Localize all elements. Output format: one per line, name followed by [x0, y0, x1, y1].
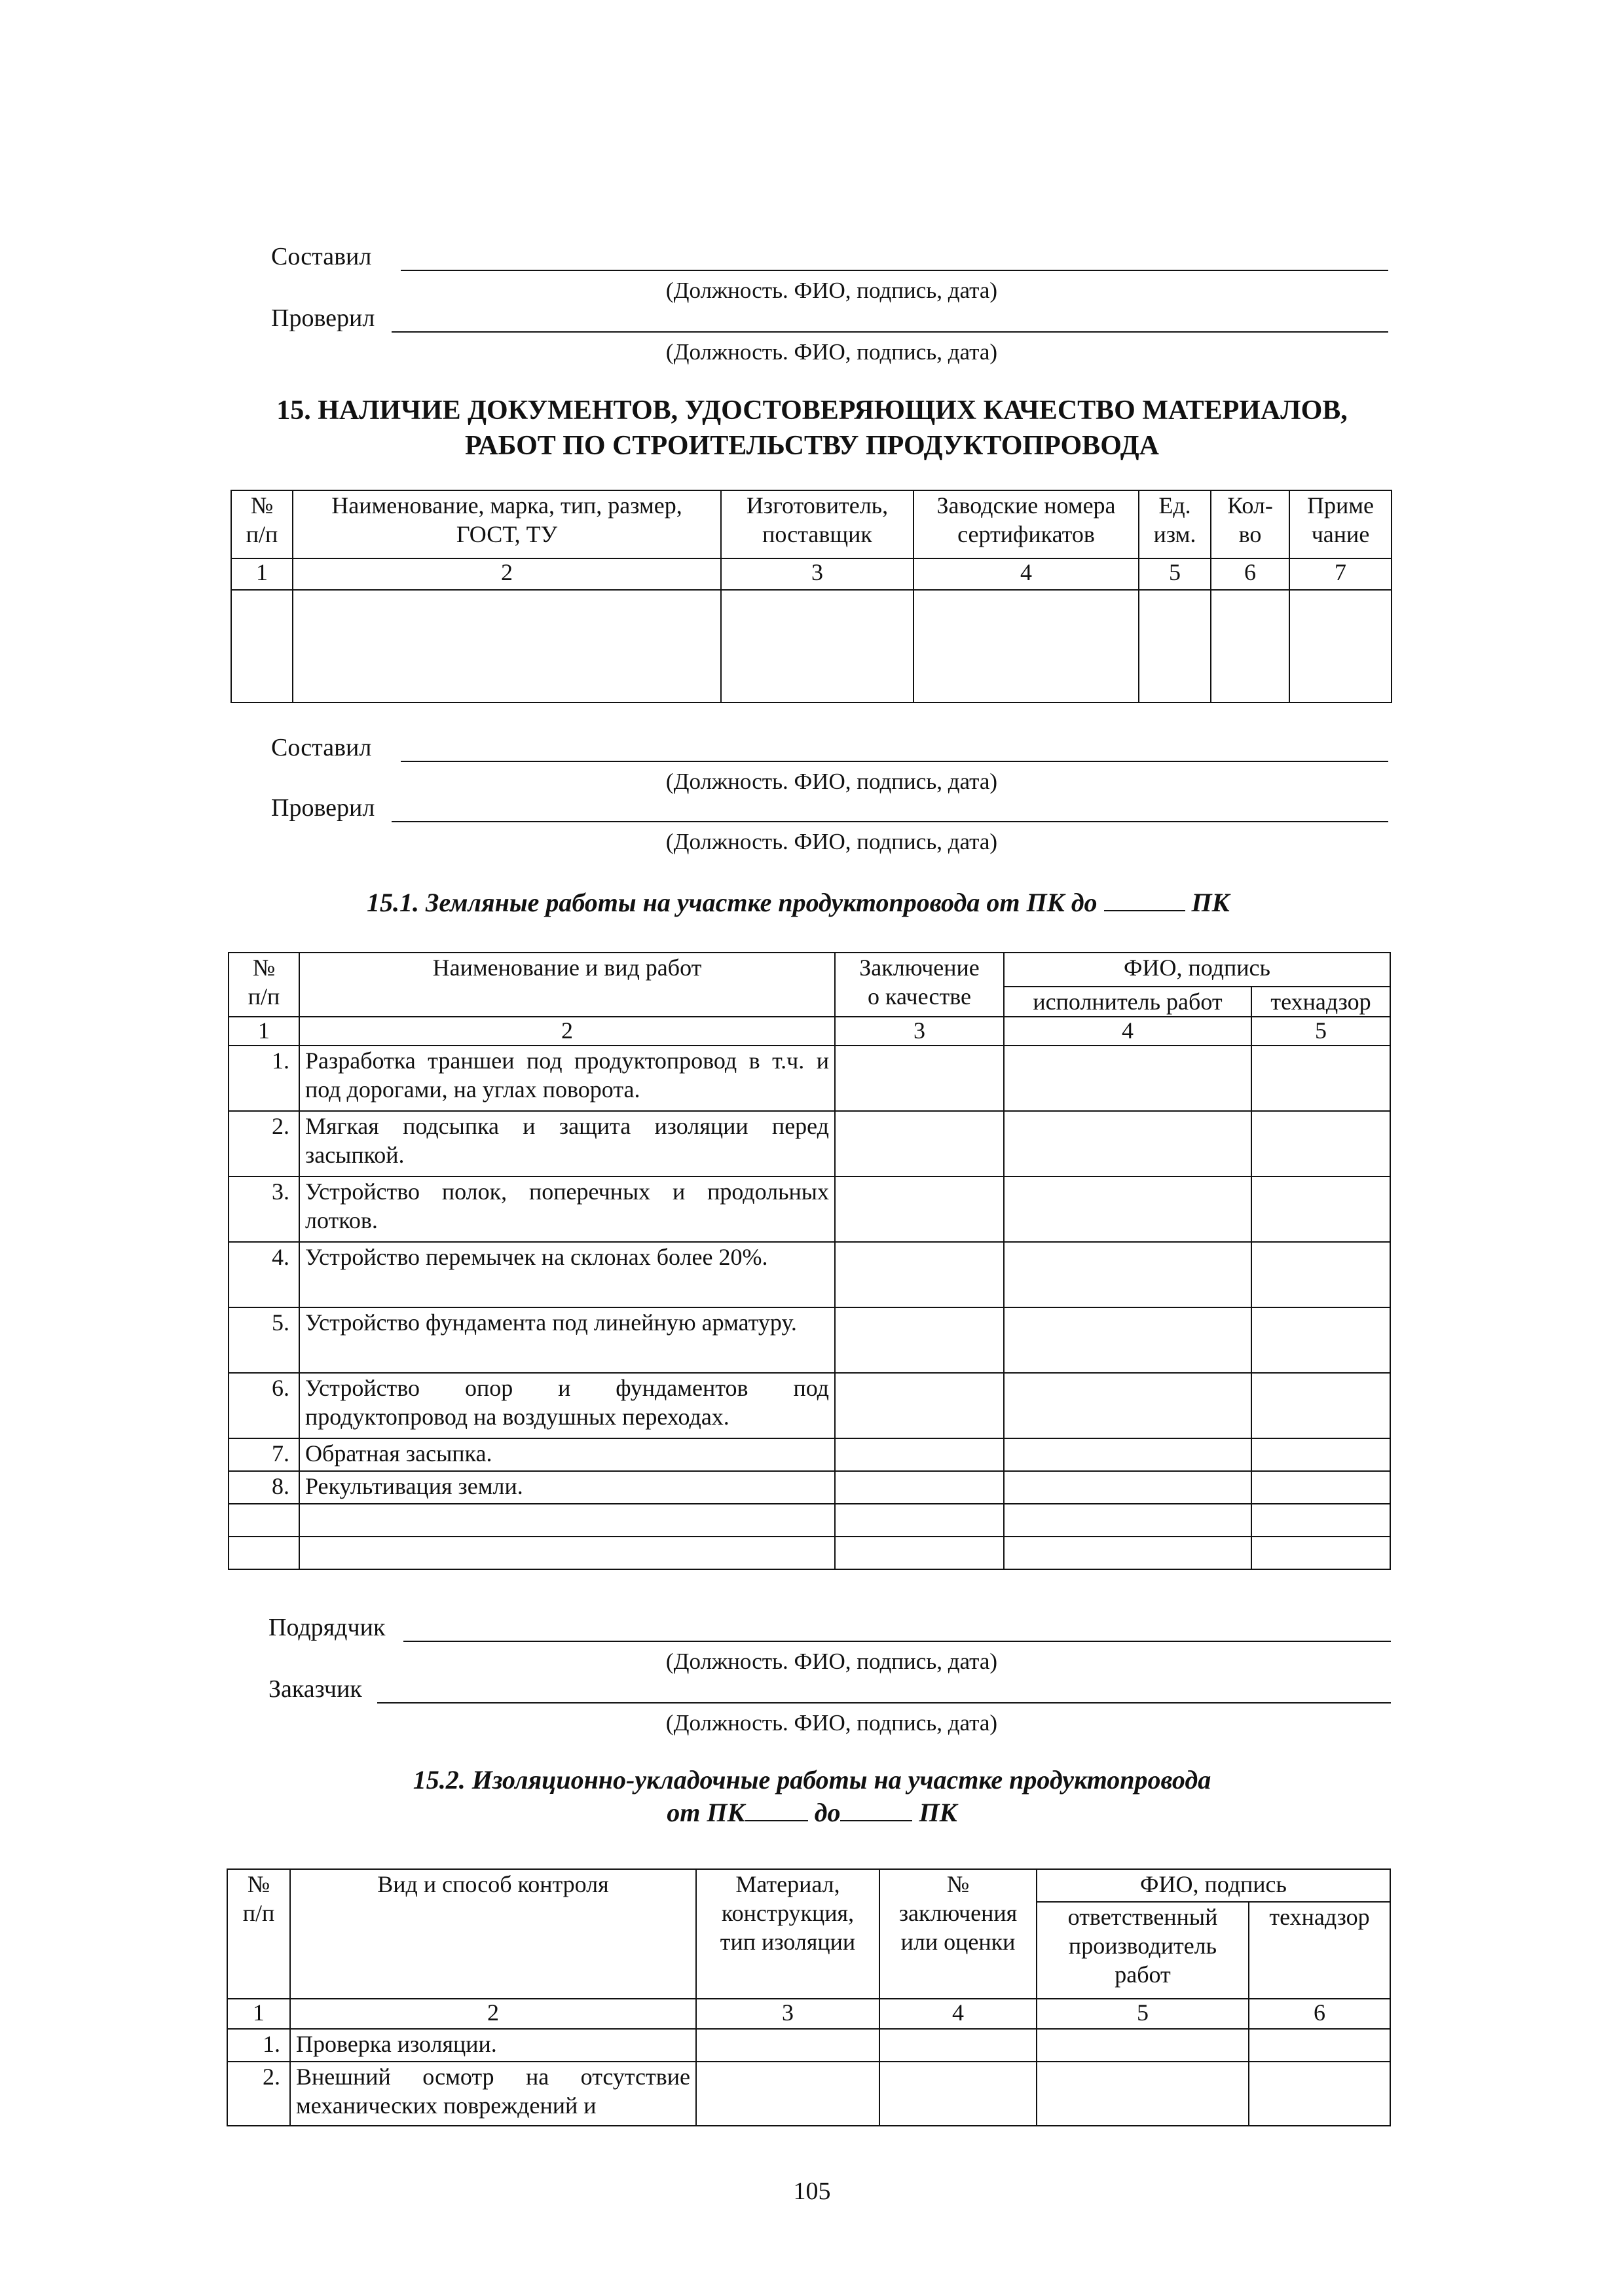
row-responsible-cell[interactable]	[1037, 2062, 1249, 2126]
empty-cell[interactable]	[835, 1504, 1004, 1537]
row-conclusion-cell[interactable]	[835, 1242, 1004, 1307]
row-supervision-cell[interactable]	[1251, 1046, 1390, 1111]
empty-cell[interactable]	[1004, 1504, 1251, 1537]
section-15-2-title	[223, 1764, 1401, 1829]
index-cell: 3	[835, 1017, 1004, 1046]
documents-index-row	[231, 558, 1392, 590]
table-row	[229, 1242, 1390, 1307]
empty-cell[interactable]	[299, 1537, 835, 1569]
row-number: 2.	[229, 1111, 299, 1176]
checked-label-top: Проверил	[271, 304, 375, 332]
checked-signature-line-mid[interactable]	[392, 821, 1388, 822]
signature-hint: (Должность. ФИО, подпись, дата)	[665, 1649, 998, 1674]
table-row	[229, 1176, 1390, 1242]
header-material: Материал, конструкция, тип изоляции	[696, 1869, 879, 1999]
row-conclusion-cell[interactable]	[835, 1307, 1004, 1373]
insulation-index-row	[227, 1999, 1390, 2029]
pk-blank[interactable]	[1104, 888, 1185, 911]
empty-cell[interactable]	[229, 1504, 299, 1537]
compiled-signature-line-mid[interactable]	[401, 761, 1388, 762]
index-cell: 6	[1211, 558, 1289, 590]
header-fio: ФИО, подпись	[1004, 953, 1390, 987]
row-work-text: Устройство опор и фундаментов под продуктопровод на воздушных переходах.	[299, 1373, 835, 1438]
index-cell: 1	[227, 1999, 290, 2029]
table-row-empty	[229, 1504, 1390, 1537]
row-supervision-cell[interactable]	[1251, 1176, 1390, 1242]
header-certificates: Заводские номера сертификатов	[913, 490, 1139, 558]
row-supervision-cell[interactable]	[1251, 1471, 1390, 1504]
header-num: № п/п	[229, 953, 299, 1017]
signature-hint: (Должность. ФИО, подпись, дата)	[665, 829, 998, 854]
documents-header-row	[231, 490, 1392, 558]
row-work-text: Устройство фундамента под линейную арматуру.	[299, 1307, 835, 1373]
pk-to-blank[interactable]	[840, 1798, 912, 1821]
row-number: 8.	[229, 1471, 299, 1504]
index-cell: 5	[1251, 1017, 1390, 1046]
row-executor-cell[interactable]	[1004, 1373, 1251, 1438]
checked-signature-line-top[interactable]	[392, 331, 1388, 333]
index-cell: 2	[293, 558, 721, 590]
row-number: 7.	[229, 1438, 299, 1471]
empty-cell[interactable]	[1251, 1504, 1390, 1537]
documents-empty-row	[231, 590, 1392, 702]
row-supervision-cell[interactable]	[1251, 1242, 1390, 1307]
row-control-text: Внешний осмотр на отсутствие механических повреждений и	[290, 2062, 696, 2126]
section-15-2-title-line2: от ПК до ПК	[667, 1798, 957, 1827]
header-unit: Ед. изм.	[1139, 490, 1211, 558]
earthworks-table	[228, 952, 1391, 1570]
table-row	[229, 1438, 1390, 1471]
row-executor-cell[interactable]	[1004, 1046, 1251, 1111]
empty-cell[interactable]	[835, 1537, 1004, 1569]
index-cell: 1	[231, 558, 293, 590]
row-conclusion-cell[interactable]	[879, 2062, 1037, 2126]
index-cell: 5	[1139, 558, 1211, 590]
empty-cell[interactable]	[1004, 1537, 1251, 1569]
header-num: № п/п	[227, 1869, 290, 1999]
header-work-name: Наименование и вид работ	[299, 953, 835, 1017]
row-conclusion-cell[interactable]	[835, 1471, 1004, 1504]
index-cell: 1	[229, 1017, 299, 1046]
section-15-title-line2: РАБОТ ПО СТРОИТЕЛЬСТВУ ПРОДУКТОПРОВОДА	[464, 431, 1159, 461]
index-cell: 7	[1289, 558, 1392, 590]
header-note: Приме чание	[1289, 490, 1392, 558]
empty-cell[interactable]	[299, 1504, 835, 1537]
page-number: 105	[793, 2178, 831, 2205]
row-material-cell[interactable]	[696, 2029, 879, 2062]
table-row	[227, 2029, 1390, 2062]
index-cell: 2	[290, 1999, 696, 2029]
row-number: 1.	[229, 1046, 299, 1111]
row-number: 5.	[229, 1307, 299, 1373]
index-cell: 4	[879, 1999, 1037, 2029]
row-supervision-cell[interactable]	[1251, 1438, 1390, 1471]
section-15-title	[223, 393, 1401, 464]
pk-from-blank[interactable]	[745, 1798, 808, 1821]
header-conclusion-number: № заключения или оценки	[879, 1869, 1037, 1999]
section-15-title-line1: 15. НАЛИЧИЕ ДОКУМЕНТОВ, УДОСТОВЕРЯЮЩИХ КАЧЕСТВО МАТЕРИАЛОВ,	[276, 395, 1348, 426]
checked-label-mid: Проверил	[271, 794, 375, 822]
table-row	[229, 1471, 1390, 1504]
index-cell: 4	[913, 558, 1139, 590]
table-row	[227, 2062, 1390, 2126]
row-work-text: Мягкая подсыпка и защита изоляции перед засыпкой.	[299, 1111, 835, 1176]
row-executor-cell[interactable]	[1004, 1111, 1251, 1176]
header-fio: ФИО, подпись	[1037, 1869, 1390, 1902]
row-supervision-cell[interactable]	[1249, 2029, 1390, 2062]
row-conclusion-cell[interactable]	[835, 1046, 1004, 1111]
header-supervision: технадзор	[1249, 1902, 1390, 1999]
empty-cell[interactable]	[721, 590, 913, 702]
header-control: Вид и способ контроля	[290, 1869, 696, 1999]
table-row	[229, 1046, 1390, 1111]
header-supervision: технадзор	[1251, 987, 1390, 1017]
row-executor-cell[interactable]	[1004, 1176, 1251, 1242]
customer-signature-line[interactable]	[377, 1702, 1391, 1704]
signature-hint: (Должность. ФИО, подпись, дата)	[665, 769, 998, 794]
index-cell: 3	[696, 1999, 879, 2029]
header-num: № п/п	[231, 490, 293, 558]
customer-label: Заказчик	[268, 1675, 362, 1703]
row-supervision-cell[interactable]	[1251, 1111, 1390, 1176]
header-responsible: ответственный производитель работ	[1037, 1902, 1249, 1999]
row-conclusion-cell[interactable]	[835, 1438, 1004, 1471]
index-cell: 5	[1037, 1999, 1249, 2029]
row-number: 1.	[227, 2029, 290, 2062]
signature-hint: (Должность. ФИО, подпись, дата)	[665, 278, 998, 303]
header-executor: исполнитель работ	[1004, 987, 1251, 1017]
empty-cell[interactable]	[229, 1537, 299, 1569]
index-cell: 3	[721, 558, 913, 590]
empty-cell[interactable]	[913, 590, 1139, 702]
section-15-2-title-line1: 15.2. Изоляционно-укладочные работы на участке продуктопровода	[413, 1765, 1211, 1795]
compiled-label-mid: Составил	[271, 734, 372, 761]
signature-hint: (Должность. ФИО, подпись, дата)	[665, 339, 998, 365]
row-conclusion-cell[interactable]	[835, 1111, 1004, 1176]
empty-cell[interactable]	[1211, 590, 1289, 702]
row-supervision-cell[interactable]	[1249, 2062, 1390, 2126]
contractor-signature-line[interactable]	[403, 1641, 1391, 1642]
header-name: Наименование, марка, тип, размер, ГОСТ, ТУ	[293, 490, 721, 558]
section-15-1-title: 15.1. Земляные работы на участке продуктопровода от ПК до ПК	[367, 888, 1230, 917]
header-conclusion: Заключение о качестве	[835, 953, 1004, 1017]
row-conclusion-cell[interactable]	[835, 1373, 1004, 1438]
row-number: 2.	[227, 2062, 290, 2126]
row-supervision-cell[interactable]	[1251, 1307, 1390, 1373]
table-row	[229, 1373, 1390, 1438]
row-work-text: Рекультивация земли.	[299, 1471, 835, 1504]
insulation-header-row-1	[227, 1869, 1390, 1902]
contractor-label: Подрядчик	[268, 1614, 386, 1641]
insulation-table	[227, 1868, 1391, 2126]
row-responsible-cell[interactable]	[1037, 2029, 1249, 2062]
row-executor-cell[interactable]	[1004, 1242, 1251, 1307]
row-conclusion-cell[interactable]	[835, 1176, 1004, 1242]
row-work-text: Разработка траншеи под продуктопровод в т.ч. и под дорогами, на углах поворота.	[299, 1046, 835, 1111]
table-row-empty	[229, 1537, 1390, 1569]
row-work-text: Устройство полок, поперечных и продольных лотков.	[299, 1176, 835, 1242]
empty-cell[interactable]	[1139, 590, 1211, 702]
earthworks-header-row-1	[229, 953, 1390, 987]
empty-cell[interactable]	[1289, 590, 1392, 702]
row-number: 4.	[229, 1242, 299, 1307]
row-number: 6.	[229, 1373, 299, 1438]
earthworks-index-row	[229, 1017, 1390, 1046]
documents-table	[231, 490, 1392, 703]
row-executor-cell[interactable]	[1004, 1471, 1251, 1504]
empty-cell[interactable]	[293, 590, 721, 702]
row-supervision-cell[interactable]	[1251, 1373, 1390, 1438]
header-qty: Кол- во	[1211, 490, 1289, 558]
compiled-label-top: Составил	[271, 243, 372, 270]
table-row	[229, 1307, 1390, 1373]
row-material-cell[interactable]	[696, 2062, 879, 2126]
row-control-text: Проверка изоляции.	[290, 2029, 696, 2062]
header-manufacturer: Изготовитель, поставщик	[721, 490, 913, 558]
index-cell: 2	[299, 1017, 835, 1046]
row-executor-cell[interactable]	[1004, 1438, 1251, 1471]
index-cell: 6	[1249, 1999, 1390, 2029]
row-conclusion-cell[interactable]	[879, 2029, 1037, 2062]
row-executor-cell[interactable]	[1004, 1307, 1251, 1373]
empty-cell[interactable]	[1251, 1537, 1390, 1569]
table-row	[229, 1111, 1390, 1176]
index-cell: 4	[1004, 1017, 1251, 1046]
signature-hint: (Должность. ФИО, подпись, дата)	[665, 1710, 998, 1736]
empty-cell[interactable]	[231, 590, 293, 702]
row-work-text: Устройство перемычек на склонах более 20%.	[299, 1242, 835, 1307]
row-number: 3.	[229, 1176, 299, 1242]
row-work-text: Обратная засыпка.	[299, 1438, 835, 1471]
compiled-signature-line-top[interactable]	[401, 270, 1388, 271]
